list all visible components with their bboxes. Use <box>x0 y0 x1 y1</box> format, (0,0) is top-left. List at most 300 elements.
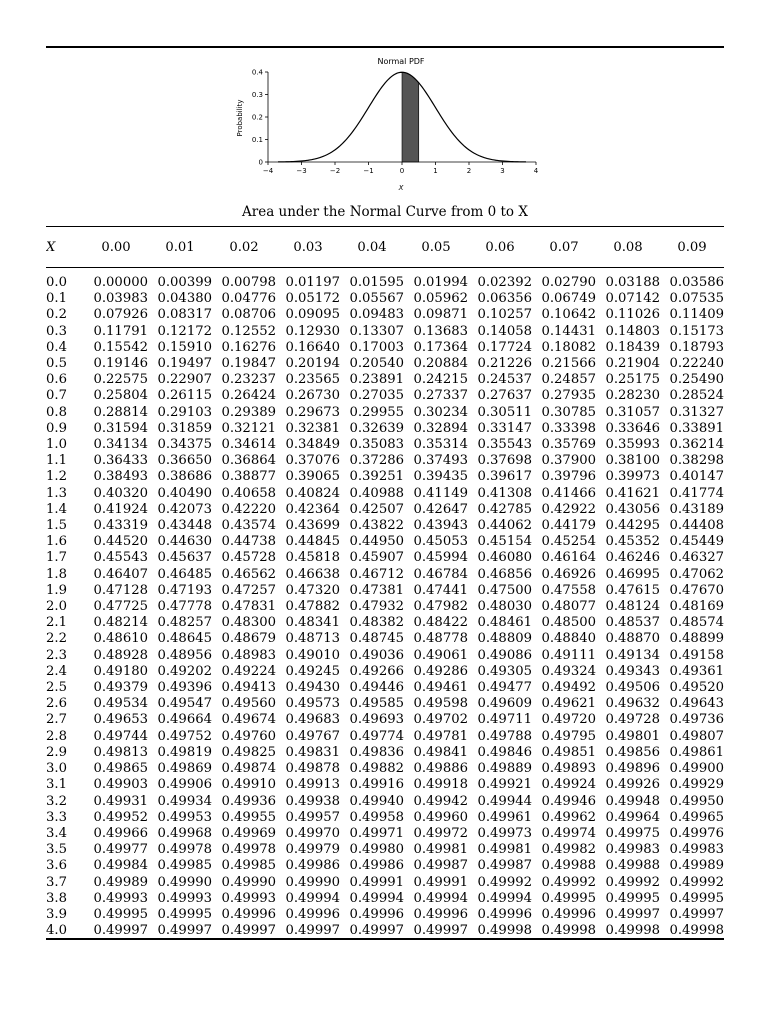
table-cell: 0.49598 <box>413 696 468 712</box>
table-cell: 0.01197 <box>285 275 340 290</box>
y-tick-label: 0.3 <box>251 91 263 99</box>
table-cell: 0.49865 <box>93 761 148 777</box>
table-cell: 0.49994 <box>285 890 340 906</box>
table-cell: 0.34375 <box>157 437 212 453</box>
table-cell: 0.19847 <box>221 356 276 372</box>
table-cell: 0.48257 <box>157 615 212 631</box>
table-cell: 0.46562 <box>221 566 276 582</box>
table-cell: 0.49976 <box>669 825 724 841</box>
table-cell: 0.49942 <box>413 793 468 809</box>
table-cell: 0.47778 <box>157 599 212 615</box>
row-x-value: 1.2 <box>46 469 67 485</box>
table-cell: 0.49825 <box>221 744 276 760</box>
table-cell: 0.38493 <box>93 469 148 485</box>
table-cell: 0.42785 <box>477 501 532 517</box>
table-row <box>46 891 724 907</box>
table-cell: 0.35769 <box>541 437 596 453</box>
table-cell: 0.49996 <box>477 906 532 922</box>
table-cell: 0.31859 <box>157 420 212 436</box>
table-cell: 0.49752 <box>157 728 212 744</box>
table-cell: 0.49010 <box>285 647 340 663</box>
row-x-value: 1.0 <box>46 437 67 453</box>
table-cell: 0.49997 <box>349 923 404 939</box>
x-tick-label: 0 <box>399 167 405 175</box>
table-cell: 0.45449 <box>669 534 724 550</box>
table-row <box>46 761 724 777</box>
table-cell: 0.48030 <box>477 599 532 615</box>
table-cell: 0.46784 <box>413 566 468 582</box>
y-tick-label: 0.2 <box>251 113 263 122</box>
z-table <box>46 275 724 939</box>
table-cell: 0.44845 <box>285 534 340 550</box>
row-x-value: 3.0 <box>46 761 67 777</box>
table-cell: 0.49720 <box>541 712 596 728</box>
table-cell: 0.40824 <box>285 485 340 501</box>
z-table-header <box>46 233 724 261</box>
table-cell: 0.05172 <box>285 291 340 307</box>
table-cell: 0.49903 <box>93 777 148 793</box>
table-cell: 0.31057 <box>605 404 660 420</box>
row-x-value: 1.6 <box>46 534 67 550</box>
table-row <box>46 550 724 566</box>
table-cell: 0.47500 <box>477 582 532 598</box>
table-cell: 0.49958 <box>349 809 404 825</box>
row-x-value: 1.9 <box>46 582 67 598</box>
table-cell: 0.37698 <box>477 453 532 469</box>
table-cell: 0.49086 <box>477 647 532 663</box>
column-header: 0.04 <box>357 239 387 255</box>
table-cell: 0.21566 <box>541 356 596 372</box>
table-cell: 0.46407 <box>93 566 148 582</box>
table-cell: 0.33147 <box>477 420 532 436</box>
table-cell: 0.49831 <box>285 744 340 760</box>
table-cell: 0.49534 <box>93 696 148 712</box>
table-row <box>46 275 724 291</box>
table-row <box>46 372 724 388</box>
table-cell: 0.49916 <box>349 777 404 793</box>
table-cell: 0.48713 <box>285 631 340 647</box>
table-cell: 0.48169 <box>669 599 724 615</box>
table-cell: 0.49111 <box>541 647 596 663</box>
table-cell: 0.26424 <box>221 388 276 404</box>
table-cell: 0.44295 <box>605 518 660 534</box>
table-cell: 0.17003 <box>349 339 404 355</box>
table-cell: 0.41308 <box>477 485 532 501</box>
row-x-value: 3.1 <box>46 777 67 793</box>
table-cell: 0.48300 <box>221 615 276 631</box>
table-cell: 0.16276 <box>221 339 276 355</box>
table-cell: 0.48382 <box>349 615 404 631</box>
table-cell: 0.00399 <box>157 275 212 290</box>
top-rule <box>46 46 724 48</box>
table-cell: 0.09095 <box>285 307 340 323</box>
table-cell: 0.41466 <box>541 485 596 501</box>
header-row <box>46 233 724 261</box>
table-cell: 0.11026 <box>605 307 660 323</box>
table-cell: 0.49767 <box>285 728 340 744</box>
table-cell: 0.49997 <box>93 923 148 939</box>
table-cell: 0.35083 <box>349 437 404 453</box>
table-row <box>46 794 724 810</box>
table-cell: 0.43319 <box>93 518 148 534</box>
table-cell: 0.49997 <box>605 906 660 922</box>
table-cell: 0.40658 <box>221 485 276 501</box>
table-cell: 0.47932 <box>349 599 404 615</box>
table-cell: 0.23565 <box>285 372 340 388</box>
column-header: 0.00 <box>101 239 131 255</box>
table-cell: 0.49180 <box>93 663 148 679</box>
z-table-body <box>46 275 724 939</box>
table-cell: 0.48840 <box>541 631 596 647</box>
y-ticks <box>252 69 268 167</box>
table-cell: 0.46712 <box>349 566 404 582</box>
table-cell: 0.12930 <box>285 323 340 339</box>
table-cell: 0.42220 <box>221 501 276 517</box>
column-header: 0.06 <box>485 239 515 255</box>
table-row <box>46 696 724 712</box>
table-caption: Area under the Normal Curve from 0 to X <box>242 204 528 220</box>
table-cell: 0.34614 <box>221 437 276 453</box>
table-cell: 0.18082 <box>541 339 596 355</box>
table-cell: 0.49861 <box>669 744 724 760</box>
x-axis-label: X <box>398 184 404 192</box>
table-cell: 0.49996 <box>541 906 596 922</box>
table-cell: 0.19497 <box>157 356 212 372</box>
table-cell: 0.49952 <box>93 809 148 825</box>
table-cell: 0.49893 <box>541 761 596 777</box>
x-column-header: X <box>46 239 56 255</box>
table-cell: 0.48870 <box>605 631 660 647</box>
table-cell: 0.49910 <box>221 777 276 793</box>
table-cell: 0.49985 <box>157 858 212 874</box>
table-cell: 0.48574 <box>669 615 724 631</box>
table-cell: 0.33398 <box>541 420 596 436</box>
table-cell: 0.24857 <box>541 372 596 388</box>
table-cell: 0.49992 <box>669 874 724 890</box>
table-cell: 0.49994 <box>477 890 532 906</box>
table-cell: 0.45352 <box>605 534 660 550</box>
table-cell: 0.45994 <box>413 550 468 566</box>
table-cell: 0.49413 <box>221 680 276 696</box>
table-cell: 0.11409 <box>669 307 724 323</box>
table-cell: 0.45543 <box>93 550 148 566</box>
table-cell: 0.33646 <box>605 420 660 436</box>
row-x-value: 2.7 <box>46 712 67 728</box>
table-cell: 0.49461 <box>413 680 468 696</box>
table-cell: 0.49702 <box>413 712 468 728</box>
table-cell: 0.49621 <box>541 696 596 712</box>
column-header: 0.03 <box>293 239 323 255</box>
table-cell: 0.15910 <box>157 339 212 355</box>
table-cell: 0.49632 <box>605 696 660 712</box>
table-cell: 0.49986 <box>285 858 340 874</box>
table-cell: 0.04380 <box>157 291 212 307</box>
table-cell: 0.49202 <box>157 663 212 679</box>
table-cell: 0.35993 <box>605 437 660 453</box>
table-cell: 0.35543 <box>477 437 532 453</box>
row-x-value: 1.7 <box>46 550 67 566</box>
table-cell: 0.49446 <box>349 680 404 696</box>
table-cell: 0.49977 <box>93 842 148 858</box>
table-row <box>46 405 724 421</box>
table-cell: 0.48956 <box>157 647 212 663</box>
table-cell: 0.49968 <box>157 825 212 841</box>
table-cell: 0.48422 <box>413 615 468 631</box>
table-row <box>46 469 724 485</box>
table-cell: 0.49760 <box>221 728 276 744</box>
table-row <box>46 680 724 696</box>
table-cell: 0.49846 <box>477 744 532 760</box>
table-cell: 0.31327 <box>669 404 724 420</box>
table-cell: 0.25804 <box>93 388 148 404</box>
table-cell: 0.49992 <box>477 874 532 890</box>
table-cell: 0.28814 <box>93 404 148 420</box>
table-cell: 0.49924 <box>541 777 596 793</box>
table-cell: 0.49913 <box>285 777 340 793</box>
row-x-value: 0.0 <box>46 275 67 290</box>
table-row <box>46 534 724 550</box>
row-x-value: 0.1 <box>46 291 67 307</box>
column-header: 0.09 <box>677 239 707 255</box>
column-header: 0.02 <box>229 239 259 255</box>
table-cell: 0.21904 <box>605 356 660 372</box>
table-row <box>46 777 724 793</box>
table-cell: 0.49851 <box>541 744 596 760</box>
table-cell: 0.46995 <box>605 566 660 582</box>
table-cell: 0.49990 <box>285 874 340 890</box>
table-cell: 0.49664 <box>157 712 212 728</box>
table-cell: 0.43943 <box>413 518 468 534</box>
table-cell: 0.17364 <box>413 339 468 355</box>
table-cell: 0.05567 <box>349 291 404 307</box>
table-row <box>46 810 724 826</box>
table-row <box>46 567 724 583</box>
row-x-value: 3.2 <box>46 793 67 809</box>
row-x-value: 3.4 <box>46 825 67 841</box>
table-cell: 0.47320 <box>285 582 340 598</box>
row-x-value: 4.0 <box>46 923 67 939</box>
table-cell: 0.49994 <box>413 890 468 906</box>
table-row <box>46 340 724 356</box>
table-cell: 0.48809 <box>477 631 532 647</box>
table-cell: 0.49974 <box>541 825 596 841</box>
table-cell: 0.49981 <box>477 842 532 858</box>
table-cell: 0.49960 <box>413 809 468 825</box>
table-cell: 0.33891 <box>669 420 724 436</box>
table-cell: 0.49992 <box>605 874 660 890</box>
table-cell: 0.49396 <box>157 680 212 696</box>
x-tick-label: 4 <box>533 167 539 175</box>
table-row <box>46 615 724 631</box>
table-cell: 0.49874 <box>221 761 276 777</box>
header-top-rule <box>46 226 724 227</box>
table-cell: 0.46926 <box>541 566 596 582</box>
table-cell: 0.27337 <box>413 388 468 404</box>
table-cell: 0.01994 <box>413 275 468 290</box>
table-cell: 0.40988 <box>349 485 404 501</box>
table-cell: 0.49995 <box>157 906 212 922</box>
table-cell: 0.49957 <box>285 809 340 825</box>
table-cell: 0.49993 <box>221 890 276 906</box>
table-cell: 0.27637 <box>477 388 532 404</box>
table-cell: 0.43574 <box>221 518 276 534</box>
row-x-value: 1.1 <box>46 453 67 469</box>
table-cell: 0.48077 <box>541 599 596 615</box>
table-cell: 0.47558 <box>541 582 596 598</box>
table-cell: 0.38877 <box>221 469 276 485</box>
table-cell: 0.49994 <box>349 890 404 906</box>
table-cell: 0.38686 <box>157 469 212 485</box>
table-cell: 0.48537 <box>605 615 660 631</box>
table-row <box>46 324 724 340</box>
table-cell: 0.49983 <box>669 842 724 858</box>
table-cell: 0.49995 <box>541 890 596 906</box>
table-cell: 0.49878 <box>285 761 340 777</box>
table-cell: 0.49983 <box>605 842 660 858</box>
table-row <box>46 453 724 469</box>
table-cell: 0.13307 <box>349 323 404 339</box>
column-header: 0.05 <box>421 239 451 255</box>
table-cell: 0.03586 <box>669 275 724 290</box>
table-cell: 0.49991 <box>413 874 468 890</box>
x-tick-label: −4 <box>262 167 274 175</box>
table-cell: 0.48124 <box>605 599 660 615</box>
table-cell: 0.49997 <box>413 923 468 939</box>
table-cell: 0.24537 <box>477 372 532 388</box>
table-cell: 0.49795 <box>541 728 596 744</box>
table-cell: 0.49836 <box>349 744 404 760</box>
table-cell: 0.30511 <box>477 404 532 420</box>
table-cell: 0.21226 <box>477 356 532 372</box>
table-cell: 0.49343 <box>605 663 660 679</box>
table-cell: 0.22575 <box>93 372 148 388</box>
table-cell: 0.49693 <box>349 712 404 728</box>
table-cell: 0.49953 <box>157 809 212 825</box>
table-cell: 0.49986 <box>349 858 404 874</box>
table-cell: 0.29955 <box>349 404 404 420</box>
bottom-rule <box>46 938 724 940</box>
table-cell: 0.49921 <box>477 777 532 793</box>
normal-pdf-chart <box>226 54 556 198</box>
table-cell: 0.47381 <box>349 582 404 598</box>
table-cell: 0.48461 <box>477 615 532 631</box>
table-cell: 0.49781 <box>413 728 468 744</box>
table-cell: 0.49997 <box>157 923 212 939</box>
row-x-value: 0.2 <box>46 307 67 323</box>
table-cell: 0.49996 <box>413 906 468 922</box>
table-cell: 0.13683 <box>413 323 468 339</box>
table-cell: 0.40320 <box>93 485 148 501</box>
table-cell: 0.49978 <box>157 842 212 858</box>
table-cell: 0.49998 <box>669 923 724 939</box>
table-cell: 0.22240 <box>669 356 724 372</box>
x-tick-label: 3 <box>500 167 505 175</box>
table-cell: 0.49674 <box>221 712 276 728</box>
table-cell: 0.01595 <box>349 275 404 290</box>
table-cell: 0.49520 <box>669 680 724 696</box>
table-cell: 0.42647 <box>413 501 468 517</box>
row-x-value: 3.3 <box>46 809 67 825</box>
table-cell: 0.49972 <box>413 825 468 841</box>
table-cell: 0.19146 <box>93 356 148 372</box>
row-x-value: 2.9 <box>46 744 67 760</box>
table-cell: 0.47257 <box>221 582 276 598</box>
table-row <box>46 583 724 599</box>
x-tick-label: −3 <box>296 167 307 175</box>
table-cell: 0.49788 <box>477 728 532 744</box>
table-cell: 0.30234 <box>413 404 468 420</box>
table-cell: 0.00798 <box>221 275 276 290</box>
table-cell: 0.24215 <box>413 372 468 388</box>
table-cell: 0.20540 <box>349 356 404 372</box>
table-cell: 0.29389 <box>221 404 276 420</box>
row-x-value: 0.9 <box>46 420 67 436</box>
table-cell: 0.49988 <box>541 858 596 874</box>
table-cell: 0.47193 <box>157 582 212 598</box>
table-cell: 0.49996 <box>285 906 340 922</box>
table-row <box>46 599 724 615</box>
table-cell: 0.49940 <box>349 793 404 809</box>
table-cell: 0.49929 <box>669 777 724 793</box>
table-cell: 0.49856 <box>605 744 660 760</box>
table-cell: 0.49361 <box>669 663 724 679</box>
table-cell: 0.49573 <box>285 696 340 712</box>
table-cell: 0.49477 <box>477 680 532 696</box>
row-x-value: 0.4 <box>46 339 67 355</box>
table-cell: 0.47615 <box>605 582 660 598</box>
table-cell: 0.49711 <box>477 712 532 728</box>
table-cell: 0.49966 <box>93 825 148 841</box>
table-cell: 0.43822 <box>349 518 404 534</box>
row-x-value: 0.8 <box>46 404 67 420</box>
table-cell: 0.49970 <box>285 825 340 841</box>
table-cell: 0.49996 <box>221 906 276 922</box>
table-row <box>46 826 724 842</box>
table-cell: 0.49998 <box>541 923 596 939</box>
table-row <box>46 664 724 680</box>
table-cell: 0.41774 <box>669 485 724 501</box>
table-cell: 0.49643 <box>669 696 724 712</box>
table-cell: 0.45818 <box>285 550 340 566</box>
table-cell: 0.42073 <box>157 501 212 517</box>
table-cell: 0.25490 <box>669 372 724 388</box>
table-cell: 0.49926 <box>605 777 660 793</box>
table-cell: 0.39973 <box>605 469 660 485</box>
table-cell: 0.10257 <box>477 307 532 323</box>
table-cell: 0.49978 <box>221 842 276 858</box>
table-cell: 0.45254 <box>541 534 596 550</box>
row-x-value: 2.0 <box>46 599 67 615</box>
table-cell: 0.49728 <box>605 712 660 728</box>
table-cell: 0.49813 <box>93 744 148 760</box>
table-cell: 0.12172 <box>157 323 212 339</box>
table-cell: 0.49984 <box>93 858 148 874</box>
table-cell: 0.32639 <box>349 420 404 436</box>
table-cell: 0.32121 <box>221 420 276 436</box>
table-cell: 0.49286 <box>413 663 468 679</box>
table-cell: 0.28524 <box>669 388 724 404</box>
table-cell: 0.49807 <box>669 728 724 744</box>
table-cell: 0.48679 <box>221 631 276 647</box>
table-cell: 0.49997 <box>669 906 724 922</box>
table-cell: 0.49990 <box>221 874 276 890</box>
table-cell: 0.48500 <box>541 615 596 631</box>
table-cell: 0.16640 <box>285 339 340 355</box>
table-cell: 0.45728 <box>221 550 276 566</box>
table-cell: 0.49944 <box>477 793 532 809</box>
shaded-area <box>402 72 419 162</box>
table-cell: 0.06356 <box>477 291 532 307</box>
